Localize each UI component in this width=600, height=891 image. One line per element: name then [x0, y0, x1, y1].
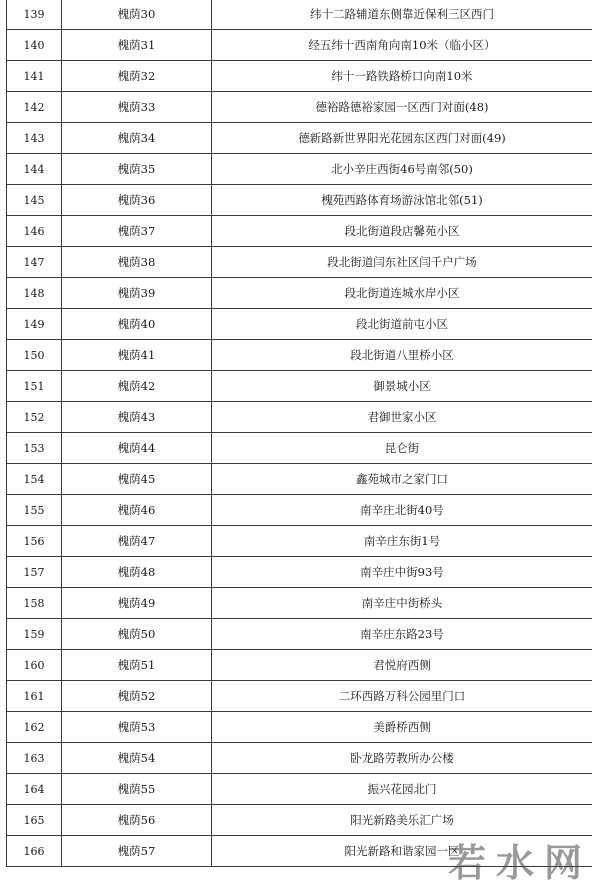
address-cell: 阳光新路和谐家园一区 — [212, 836, 593, 867]
row-number-cell: 149 — [7, 309, 62, 340]
site-name-cell: 槐荫51 — [62, 650, 212, 681]
row-number-cell: 140 — [7, 30, 62, 61]
row-number-cell: 154 — [7, 464, 62, 495]
row-number-cell: 144 — [7, 154, 62, 185]
address-cell: 纬十二路辅道东侧靠近保利三区西门 — [212, 0, 593, 30]
address-cell: 段北街道连城水岸小区 — [212, 278, 593, 309]
table-body — [7, 0, 593, 867]
site-name-cell: 槐荫30 — [62, 0, 212, 30]
row-number-cell: 143 — [7, 123, 62, 154]
address-cell: 段北街道闫东社区闫千户广场 — [212, 247, 593, 278]
site-name-cell: 槐荫41 — [62, 340, 212, 371]
table-row — [7, 712, 593, 743]
table-row — [7, 402, 593, 433]
table-row — [7, 681, 593, 712]
table-row — [7, 0, 593, 30]
table-row — [7, 92, 593, 123]
address-cell: 经五纬十西南角向南10米（临小区） — [212, 30, 593, 61]
address-cell: 卧龙路劳教所办公楼 — [212, 743, 593, 774]
site-name-cell: 槐荫32 — [62, 61, 212, 92]
row-number-cell: 145 — [7, 185, 62, 216]
table-row — [7, 836, 593, 867]
row-number-cell: 147 — [7, 247, 62, 278]
table-row — [7, 123, 593, 154]
table-row — [7, 61, 593, 92]
table-row — [7, 247, 593, 278]
address-cell: 南辛庄中街桥头 — [212, 588, 593, 619]
row-number-cell: 165 — [7, 805, 62, 836]
table-row — [7, 743, 593, 774]
row-number-cell: 164 — [7, 774, 62, 805]
site-name-cell: 槐荫48 — [62, 557, 212, 588]
table-row — [7, 588, 593, 619]
row-number-cell: 150 — [7, 340, 62, 371]
site-name-cell: 槐荫38 — [62, 247, 212, 278]
row-number-cell: 163 — [7, 743, 62, 774]
address-cell: 二环西路万科公园里门口 — [212, 681, 593, 712]
table-row — [7, 526, 593, 557]
table-row — [7, 805, 593, 836]
site-name-cell: 槐荫49 — [62, 588, 212, 619]
row-number-cell: 151 — [7, 371, 62, 402]
table-row — [7, 557, 593, 588]
site-name-cell: 槐荫50 — [62, 619, 212, 650]
table-row — [7, 278, 593, 309]
site-name-cell: 槐荫43 — [62, 402, 212, 433]
table-row — [7, 464, 593, 495]
site-name-cell: 槐荫33 — [62, 92, 212, 123]
row-number-cell: 157 — [7, 557, 62, 588]
row-number-cell: 141 — [7, 61, 62, 92]
site-name-cell: 槐荫42 — [62, 371, 212, 402]
site-name-cell: 槐荫52 — [62, 681, 212, 712]
address-cell: 段北街道段店馨苑小区 — [212, 216, 593, 247]
row-number-cell: 166 — [7, 836, 62, 867]
table-row — [7, 30, 593, 61]
site-name-cell: 槐荫31 — [62, 30, 212, 61]
row-number-cell: 162 — [7, 712, 62, 743]
site-name-cell: 槐荫35 — [62, 154, 212, 185]
row-number-cell: 159 — [7, 619, 62, 650]
address-cell: 南辛庄中街93号 — [212, 557, 593, 588]
site-name-cell: 槐荫44 — [62, 433, 212, 464]
address-cell: 段北街道前屯小区 — [212, 309, 593, 340]
address-cell: 北小辛庄西街46号南邻(50) — [212, 154, 593, 185]
site-name-cell: 槐荫36 — [62, 185, 212, 216]
address-cell: 昆仑街 — [212, 433, 593, 464]
row-number-cell: 160 — [7, 650, 62, 681]
site-name-cell: 槐荫46 — [62, 495, 212, 526]
address-cell: 段北街道八里桥小区 — [212, 340, 593, 371]
table-row — [7, 216, 593, 247]
address-cell: 南辛庄东路23号 — [212, 619, 593, 650]
row-number-cell: 153 — [7, 433, 62, 464]
row-number-cell: 146 — [7, 216, 62, 247]
table-row — [7, 650, 593, 681]
address-cell: 阳光新路美乐汇广场 — [212, 805, 593, 836]
table-row — [7, 371, 593, 402]
address-cell: 御景城小区 — [212, 371, 593, 402]
site-name-cell: 槐荫40 — [62, 309, 212, 340]
table-row — [7, 340, 593, 371]
site-name-cell: 槐荫56 — [62, 805, 212, 836]
site-name-cell: 槐荫53 — [62, 712, 212, 743]
table-row — [7, 619, 593, 650]
site-name-cell: 槐荫45 — [62, 464, 212, 495]
location-table — [6, 0, 592, 867]
row-number-cell: 156 — [7, 526, 62, 557]
address-cell: 南辛庄东街1号 — [212, 526, 593, 557]
document-page — [6, 0, 592, 891]
table-row — [7, 154, 593, 185]
row-number-cell: 152 — [7, 402, 62, 433]
address-cell: 德裕路德裕家园一区西门对面(48) — [212, 92, 593, 123]
table-row — [7, 185, 593, 216]
table-row — [7, 309, 593, 340]
address-cell: 美爵桥西侧 — [212, 712, 593, 743]
address-cell: 君悦府西侧 — [212, 650, 593, 681]
row-number-cell: 142 — [7, 92, 62, 123]
site-name-cell: 槐荫57 — [62, 836, 212, 867]
site-name-cell: 槐荫55 — [62, 774, 212, 805]
address-cell: 纬十一路铁路桥口向南10米 — [212, 61, 593, 92]
watermark-logo: 若水网 — [447, 841, 592, 885]
address-cell: 槐苑西路体育场游泳馆北邻(51) — [212, 185, 593, 216]
site-name-cell: 槐荫34 — [62, 123, 212, 154]
address-cell: 鑫苑城市之家门口 — [212, 464, 593, 495]
address-cell: 君御世家小区 — [212, 402, 593, 433]
site-name-cell: 槐荫37 — [62, 216, 212, 247]
table-row — [7, 433, 593, 464]
row-number-cell: 161 — [7, 681, 62, 712]
row-number-cell: 158 — [7, 588, 62, 619]
address-cell: 德新路新世界阳光花园东区西门对面(49) — [212, 123, 593, 154]
row-number-cell: 155 — [7, 495, 62, 526]
site-name-cell: 槐荫47 — [62, 526, 212, 557]
address-cell: 南辛庄北街40号 — [212, 495, 593, 526]
row-number-cell: 139 — [7, 0, 62, 30]
row-number-cell: 148 — [7, 278, 62, 309]
address-cell: 振兴花园北门 — [212, 774, 593, 805]
site-name-cell: 槐荫54 — [62, 743, 212, 774]
site-name-cell: 槐荫39 — [62, 278, 212, 309]
table-row — [7, 774, 593, 805]
table-row — [7, 495, 593, 526]
